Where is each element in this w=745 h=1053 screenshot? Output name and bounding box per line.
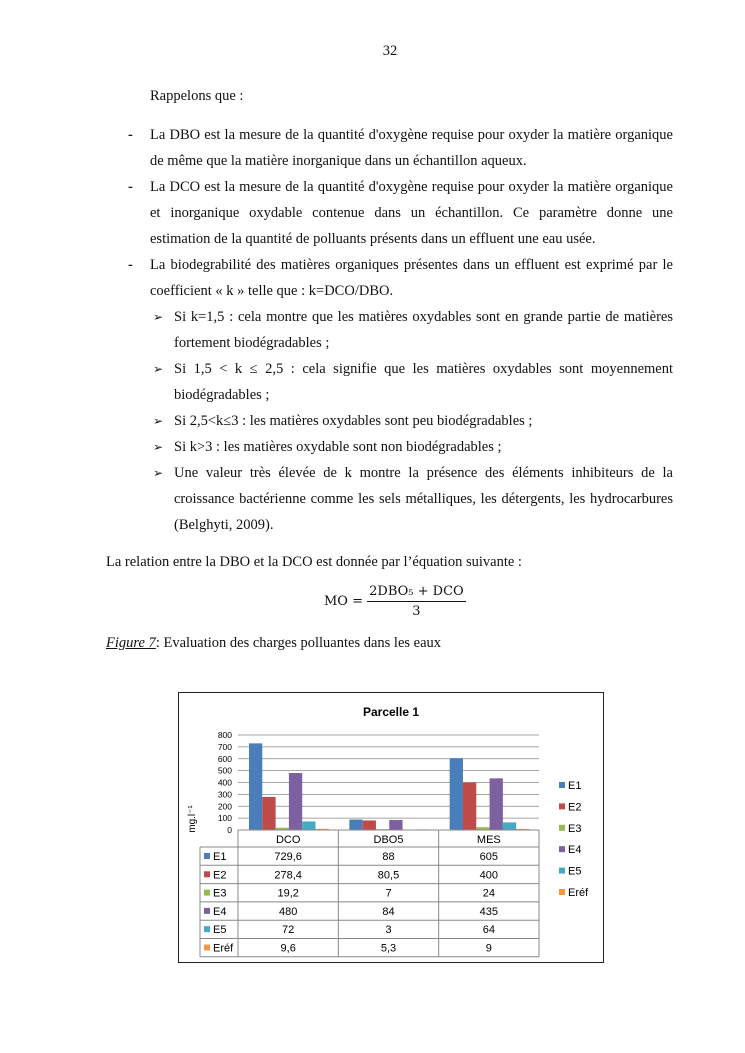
chart-title: Parcelle 1 [362,705,420,719]
table-legend-key-E3 [204,890,210,896]
table-cell: 400 [479,869,499,882]
table-legend-key-E1 [204,853,210,859]
table-legend-key-Eréf [204,945,210,951]
table-cell: 435 [479,905,499,918]
y-tick-label: 500 [217,765,232,776]
dash-bullet-icon: - [128,127,133,143]
y-tick-label: 300 [217,789,232,800]
bar-E1-MES [450,758,463,830]
sub-bullet-text: Une valeur très élevée de k montre la présence des éléments inhibiteurs de la croissance bactérienne comme les sels métalliques, les détergents, les hydrocarbures (Belghyti, 2009). [174,465,673,533]
table-legend-key-E5 [204,926,210,932]
dash-bullet-icon: - [128,179,133,195]
legend-key-Eréf [559,889,565,895]
chart-box [178,692,604,963]
sub-bullet-text: Si 1,5 < k ≤ 2,5 : cela signifie que les matières oxydables sont moyennement biodégradables ; [174,361,673,403]
table-cell: 64 [482,924,495,937]
sub-bullet-text: Si k>3 : les matières oxydable sont non biodégradables ; [174,439,502,455]
bullet-item [128,252,673,304]
sub-bullet-list [153,304,673,538]
sub-bullet-item [153,408,673,434]
table-cell: 480 [278,905,298,918]
arrow-bullet-icon: ➢ [153,466,164,480]
bullet-text: La DCO est la mesure de la quantité d'oxygène requise pour oxyder la matière organique et inorganique oxydable contenue dans un échantillon. Ce paramètre donne une estimation de la quantité de polluants présents dans un effluent une eau usée. [150,179,673,247]
table-cell: 605 [479,851,499,863]
bar-E5-MES [503,822,516,830]
equation-numerator: 2DBO₅ + DCO [367,584,466,602]
table-cell: 9 [485,942,492,955]
table-series-label: Eréf [213,942,234,955]
sub-bullet-item [153,460,673,538]
equation-denominator: 3 [412,604,421,619]
legend-label: E5 [568,865,582,878]
legend-label: Eréf [568,887,589,899]
table-series-label: E1 [213,851,227,863]
sub-bullet-item [153,356,673,408]
figure-caption-text: : Evaluation des charges polluantes dans les eaux [155,635,442,651]
y-tick-label: 200 [217,801,232,812]
bar-E4-MES [490,778,503,830]
bar-E2-DCO [262,797,275,830]
table-cell: 9,6 [280,942,296,955]
table-series-label: E2 [213,869,227,882]
table-cell: 72 [282,924,295,937]
arrow-bullet-icon: ➢ [153,414,164,428]
table-legend-key-E2 [204,871,210,877]
bar-E4-DBO5 [389,820,402,830]
bullet-list [128,122,673,304]
sub-bullet-text: Si k=1,5 : cela montre que les matières oxydables sont en grande partie de matières fortement biodégradables ; [174,309,673,351]
table-cell: 278,4 [274,869,302,882]
sub-bullet-item [153,434,673,460]
table-series-label: E3 [213,887,227,900]
bar-E1-DBO5 [349,820,362,830]
bullet-text: La DBO est la mesure de la quantité d'oxygène requise pour oxyder la matière organique de même que la matière inorganique dans un échantillon aqueux. [150,127,673,169]
bar-E1-DCO [249,743,262,830]
legend-label: E1 [568,780,582,792]
y-tick-label: 700 [217,741,232,752]
page-number: 32 [382,43,398,59]
legend-key-E3 [559,825,565,831]
legend-label: E4 [568,844,582,857]
bar-chart [179,693,603,962]
category-label: DBO5 [373,834,404,846]
dash-bullet-icon: - [128,257,133,273]
bullet-text: La biodegrabilité des matières organiques présentes dans un effluent est exprimé par le coefficient « k » telle que : k=DCO/DBO. [150,257,673,299]
table-cell: 19,2 [277,887,299,900]
legend-key-E4 [559,846,565,852]
table-cell: 24 [482,887,495,900]
table-cell: 3 [385,924,392,937]
table-cell: 80,5 [377,869,400,882]
intro-text: Rappelons que : [150,88,244,104]
y-axis-label: mg.l⁻¹ [187,805,198,833]
legend-key-E1 [559,782,565,788]
sub-bullet-text: Si 2,5<k≤3 : les matières oxydables sont peu biodégradables ; [174,413,533,429]
table-cell: 88 [382,851,395,863]
arrow-bullet-icon: ➢ [153,310,164,324]
y-tick-label: 0 [227,825,232,835]
y-tick-label: 100 [217,813,232,824]
equation [324,584,466,619]
bar-E2-DBO5 [363,820,376,830]
sub-bullet-item [153,304,673,356]
table-series-label: E4 [213,905,227,918]
bullet-item [128,122,673,174]
equation-lhs: MO = [324,594,363,609]
legend-label: E3 [568,822,582,835]
table-cell: 729,6 [274,851,302,863]
legend-label: E2 [568,801,582,814]
y-tick-label: 600 [217,753,232,764]
figure-caption [106,635,441,652]
legend-key-E5 [559,868,565,874]
table-legend-key-E4 [204,908,210,914]
table-cell: 84 [382,905,395,918]
arrow-bullet-icon: ➢ [153,362,164,376]
category-label: DCO [275,834,301,846]
table-cell: 5,3 [380,942,397,955]
y-tick-label: 400 [217,777,232,788]
category-label: MES [476,834,501,846]
bar-E4-DCO [289,773,302,830]
bullet-item [128,174,673,252]
legend-key-E2 [559,803,565,809]
bar-E2-MES [463,783,476,831]
table-cell: 7 [385,887,392,900]
equation-fraction [367,584,466,619]
figure-label: Figure 7 [106,635,156,651]
relation-text: La relation entre la DBO et la DCO est donnée par l’équation suivante : [106,554,522,570]
bar-E5-DCO [302,821,315,830]
table-series-label: E5 [213,924,227,937]
y-tick-label: 800 [217,730,232,740]
arrow-bullet-icon: ➢ [153,440,164,454]
